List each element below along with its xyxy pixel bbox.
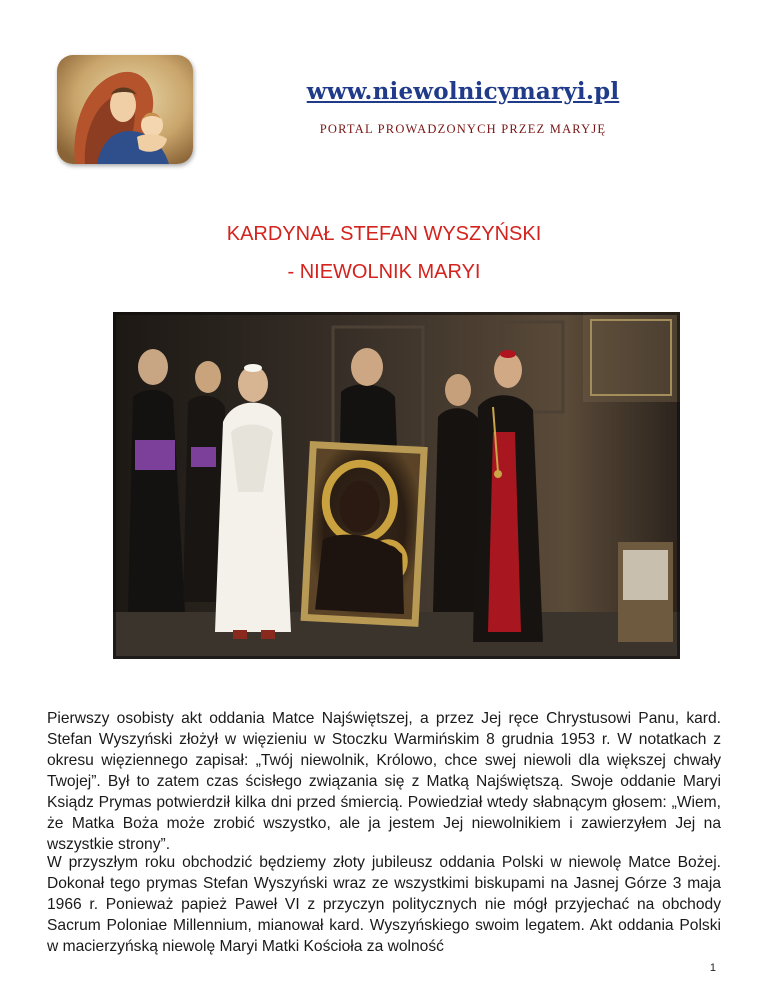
article-paragraph-2: W przyszłym roku obchodzić będziemy złoty jubileusz oddania Polski w niewolę Matce Bożej. Dokonał tego prymas Stefan Wyszyński wraz ze wszystkimi biskupami na Jasnej Górze 3 maja 1966 r. Ponieważ papież Paweł VI z przyczyn politycznych nie mógł przyjechać na obchody Sacrum Poloniae Millennium, mianował kard. Wyszyńskiego swoim legatem. Akt oddania Polski w macierzyńską niewolę Maryi Matki Kościoła za wolność bbox=[47, 854, 721, 955]
page-number: 1 bbox=[709, 962, 716, 974]
article-subtitle: - NIEWOLNIK MARYI bbox=[287, 261, 481, 283]
article-photo bbox=[113, 312, 680, 659]
article-title: KARDYNAŁ STEFAN WYSZYŃSKI bbox=[226, 223, 542, 245]
article-paragraph-1: Pierwszy osobisty akt oddania Matce Najświętszej, a przez Jej ręce Chrystusowi Panu, kard. Stefan Wyszyński złożył w więzieniu w Stoczku Warmińskim 8 grudnia 1953 r. W notatkach z okresu więziennego zapisał: „Twój niewolnik, Królowo, chce swej niewoli dla większej chwały Twojej”. Był to zatem czas ścisłego związania się z Matką Najświętszą. Swoje oddanie Maryi Ksiądz Prymas potwierdził kilka dni przed śmiercią. Powiedział wtedy słabnącym głosem: „Wiem, że Matka Boża może zrobić wszystko, ale ja jestem Jej niewolnikiem i zawierzyłem Jej na wszystkie strony”. bbox=[47, 710, 721, 853]
photo-pope-cardinals-icon bbox=[113, 312, 680, 659]
site-url-link[interactable]: www.niewolnicymaryi.pl bbox=[306, 78, 620, 105]
madonna-logo-image bbox=[57, 55, 193, 164]
site-tagline: PORTAL PROWADZONYCH PRZEZ MARYJĘ bbox=[319, 122, 607, 136]
site-logo[interactable] bbox=[57, 55, 193, 164]
